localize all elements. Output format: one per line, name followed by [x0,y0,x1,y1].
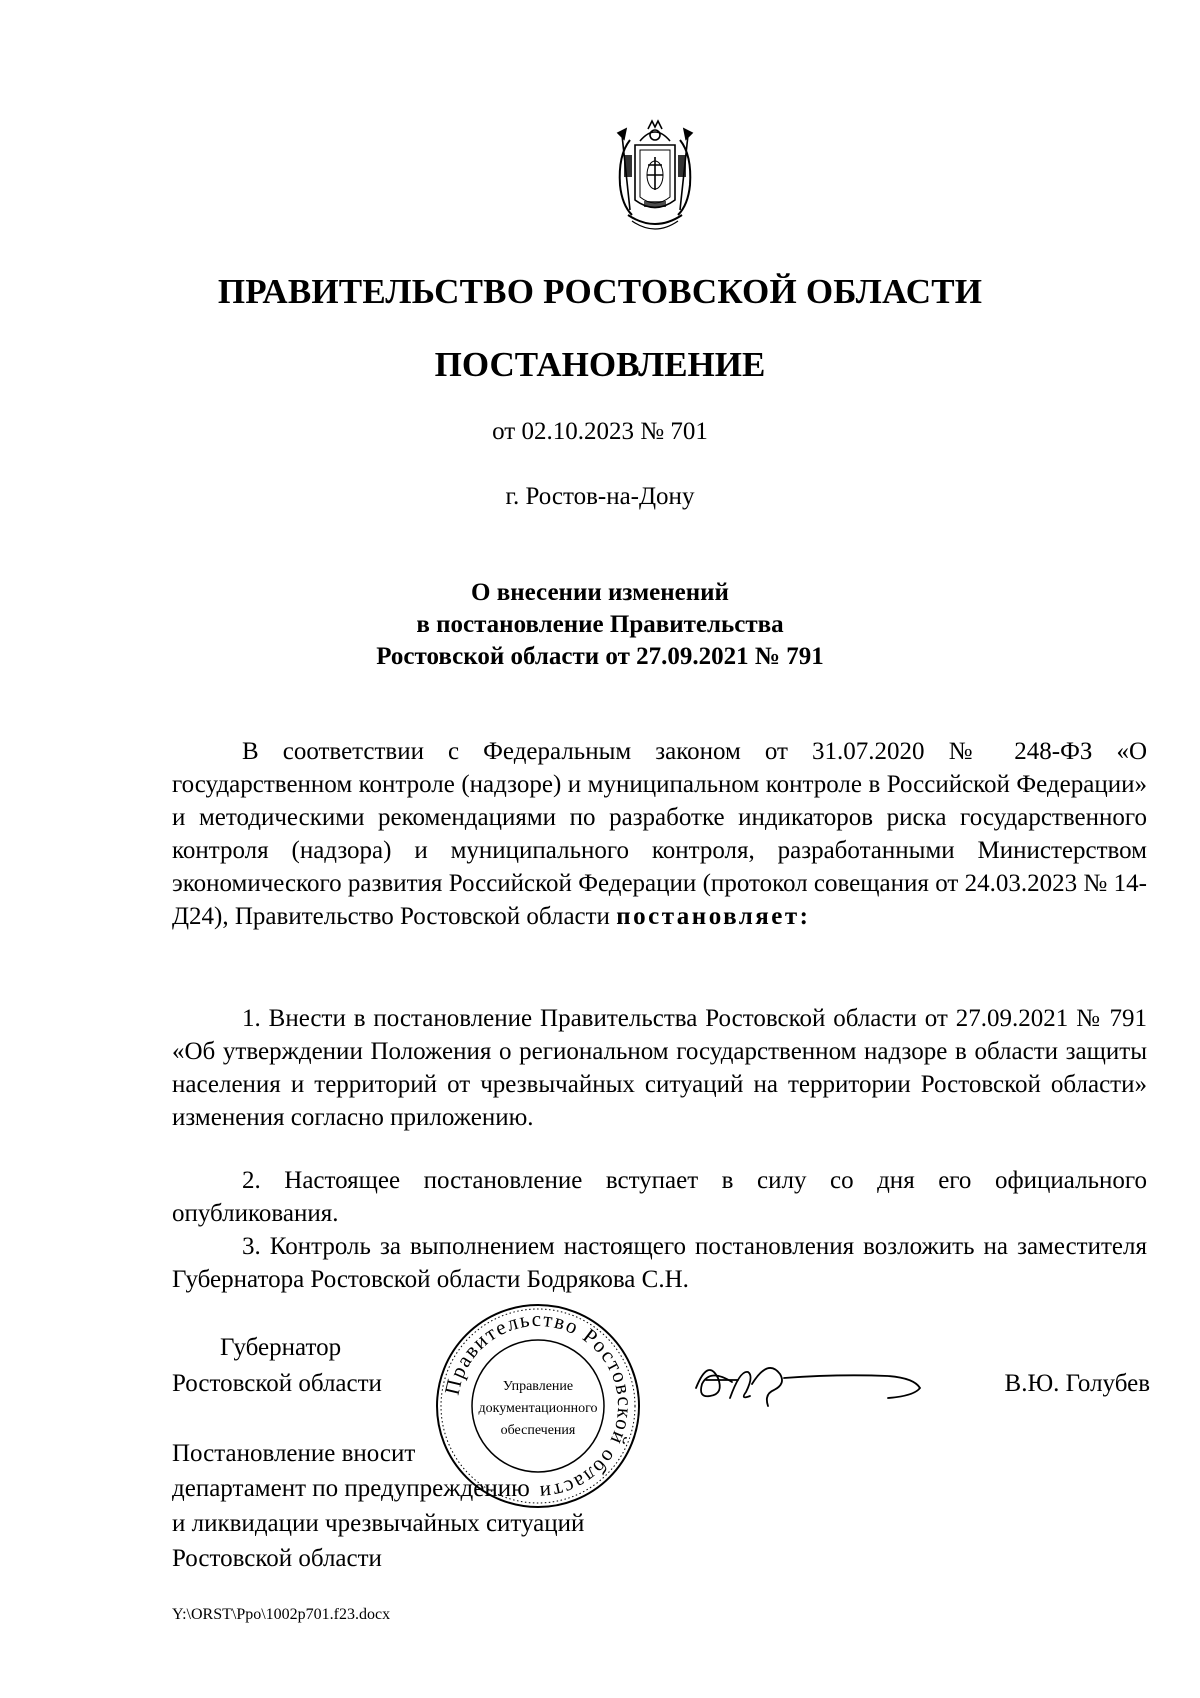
signatory-title [172,1330,382,1402]
item-3-paragraph: 3. Контроль за выполнением настоящего постановления возложить на заместителя Губернатора Ростовской области Бодрякова С.Н. [172,1233,1147,1293]
subject-line: в постановление Правительства [416,611,784,638]
subject-line: Ростовской области от 27.09.2021 № 791 [376,643,824,670]
submitted-by-block [172,1436,584,1576]
subject-line: О внесении изменений [471,579,729,606]
handwritten-signature [688,1348,928,1418]
stamp-center-line: документационного [478,1401,598,1416]
decree-word: постановляет: [616,903,811,930]
submitted-by-line: Постановление вносит [172,1440,416,1467]
item-2-paragraph: 2. Настоящее постановление вступает в силу со дня его официального опубликования. [172,1167,1147,1227]
stamp-ring-text: Правительство Ростовской области [439,1306,638,1506]
document-date-number: от 02.10.2023 № 701 [492,418,708,445]
document-city: г. Ростов-на-Дону [505,483,695,510]
file-path-footer: Y:\ORST\Ppo\1002p701.f23.docx [172,1606,391,1623]
preamble-paragraph [172,735,1147,933]
item-1-paragraph: 1. Внести в постановление Правительства Ростовской области от 27.09.2021 № 791 «Об утверждении Положения о региональном государственном надзоре в области защиты населения и территорий от чрезвычайных ситуаций на территории Ростовской области» изменения согласно приложению. [172,1005,1147,1131]
coat-of-arms-emblem [600,115,710,240]
document-subject [0,577,1200,673]
stamp-center-line: Управление [502,1379,574,1394]
submitted-by-line: департамент по предупреждению [172,1475,530,1502]
stamp-center-line: обеспечения [500,1423,576,1438]
organization-title: ПРАВИТЕЛЬСТВО РОСТОВСКОЙ ОБЛАСТИ [217,272,983,311]
signatory-title-line: Ростовской области [172,1370,382,1397]
submitted-by-line: Ростовской области [172,1545,382,1572]
signatory-title-line: Губернатор [220,1334,342,1361]
document-type: ПОСТАНОВЛЕНИЕ [434,345,766,384]
preamble-text: В соответствии с Федеральным законом от 31.07.2020 № 248-ФЗ «О государственном контроле (надзоре) и муниципальном контроле в Российской Федерации» и методическими рекомендациями по разработке индикаторов риска государственного контроля (надзора) и муниципального контроля, разработанными Министерством экономического развития Российской Федерации (протокол совещания от 24.03.2023 № 14-Д24), Правительство Ростовской области [172,738,1147,930]
submitted-by-line: и ликвидации чрезвычайных ситуаций [172,1510,585,1537]
signatory-name: В.Ю. Голубев [1004,1370,1150,1397]
